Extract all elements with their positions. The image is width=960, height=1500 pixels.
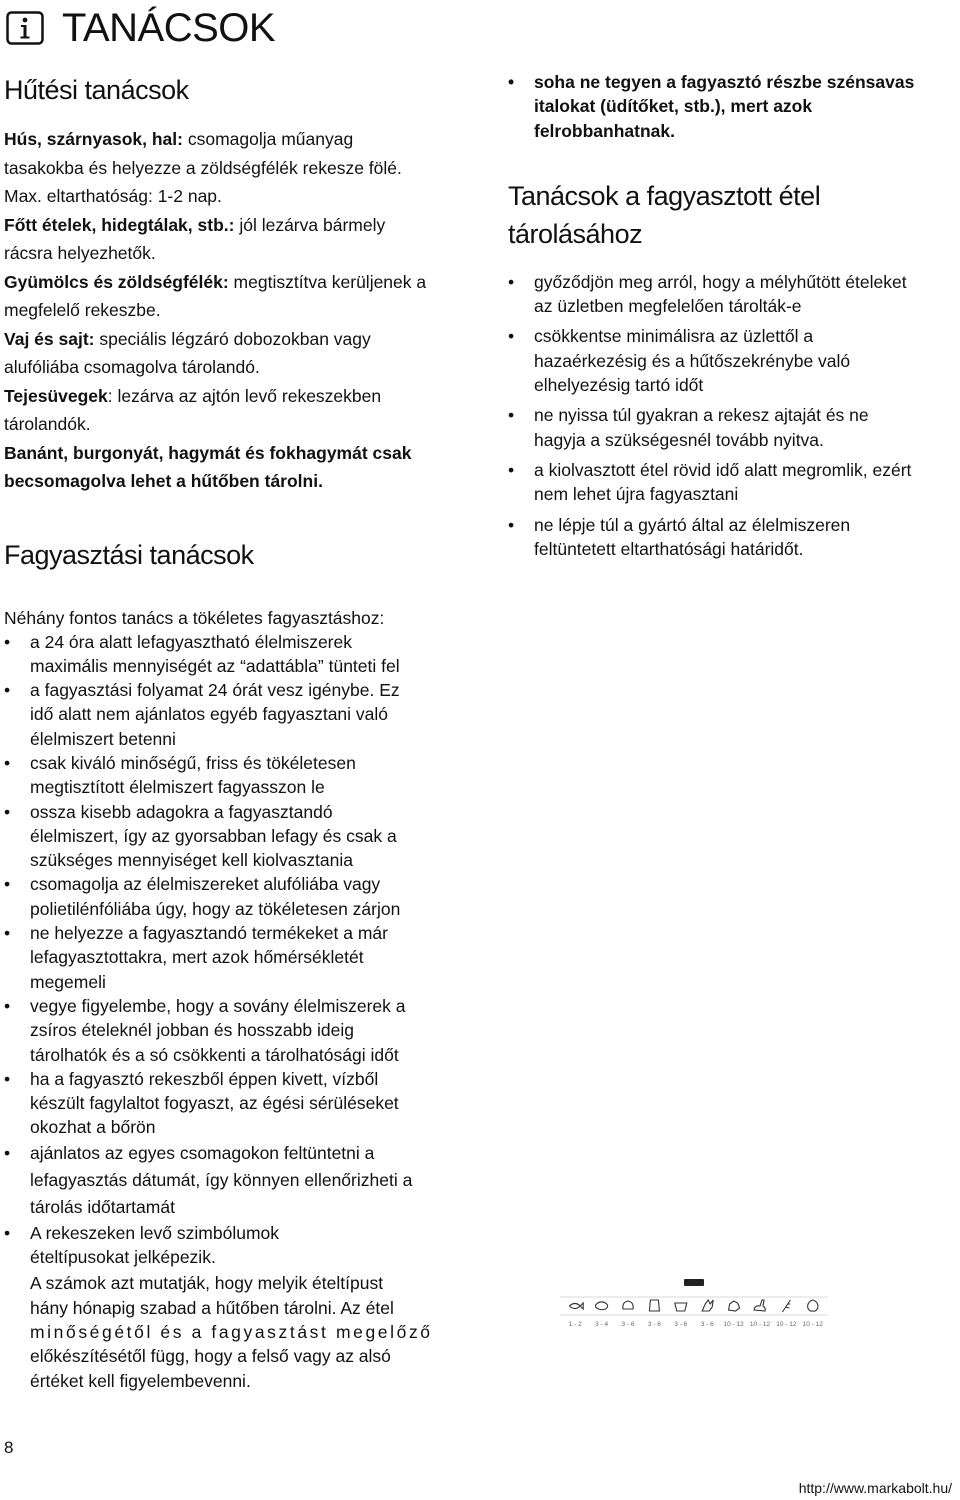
list-item bbox=[508, 324, 948, 397]
paragraph-fruit-veg bbox=[4, 268, 456, 325]
text-line: megtisztított élelmiszert fagyasszon le bbox=[30, 777, 325, 798]
text-line: megfelelő rekeszbe. bbox=[4, 300, 161, 320]
text-line: becsomagolva lehet a hűtőben tárolni. bbox=[4, 471, 323, 491]
bullet-icon: • bbox=[4, 752, 11, 773]
bullet-icon: • bbox=[508, 514, 515, 535]
text-line: lefagyasztottakra, mert azok hőmérsékletét bbox=[30, 947, 364, 968]
text-line: a 24 óra alatt lefagyasztható élelmiszerek bbox=[30, 631, 352, 652]
text-line: italokat (üdítőket, stb.), mert azok bbox=[534, 96, 813, 117]
text-line: tárolandók. bbox=[4, 414, 91, 434]
text-line: polietilénfóliába úgy, hogy az tökéletesen zárjon bbox=[30, 898, 401, 919]
page-header bbox=[6, 4, 275, 52]
text-line: soha ne tegyen a fagyasztó részbe szénsavas bbox=[534, 72, 915, 92]
storage-months-label: 3 - 6 bbox=[700, 1321, 714, 1328]
text-line: megtisztítva kerüljenek a bbox=[228, 271, 427, 292]
cooked-food-label: Főtt ételek, hidegtálak, stb.: bbox=[4, 214, 235, 235]
paragraph-milk-bottles bbox=[4, 382, 456, 439]
text-line: elhelyezésig tartó időt bbox=[534, 375, 704, 396]
info-icon bbox=[6, 11, 44, 45]
list-item bbox=[4, 630, 456, 679]
freezing-heading: Fagyasztási tanácsok bbox=[4, 539, 254, 570]
freezing-list bbox=[4, 630, 456, 1270]
storage-months-label: 10 - 12 bbox=[723, 1321, 744, 1328]
cooling-heading: Hűtési tanácsok bbox=[4, 75, 189, 105]
heading-line: tárolásához bbox=[508, 218, 643, 249]
text-line: élelmiszert betenni bbox=[30, 728, 176, 749]
text-line: lefagyasztás dátumát, így könnyen ellenőrizheti a bbox=[30, 1169, 413, 1190]
text-line: megemeli bbox=[30, 971, 106, 992]
list-item bbox=[508, 513, 948, 562]
carbonated-warning bbox=[508, 70, 948, 143]
text-line: csomagolja műanyag bbox=[182, 129, 354, 149]
text-line: ne lépje túl a gyártó által az élelmiszeren bbox=[534, 514, 851, 535]
heading-line: Tanácsok a fagyasztott étel bbox=[508, 180, 821, 211]
list-item bbox=[4, 994, 456, 1067]
list-item bbox=[4, 751, 456, 800]
text-line: zsíros ételeknél jobban és hosszabb ideig bbox=[30, 1020, 354, 1041]
text-line: idő alatt nem ajánlatos egyéb fagyasztani való bbox=[30, 704, 389, 725]
text-line: ha a fagyasztó rekeszből éppen kivett, vízből bbox=[30, 1068, 379, 1089]
text-line: vegye figyelembe, hogy a sovány élelmiszerek a bbox=[30, 995, 406, 1016]
text-line: A rekeszeken levő szimbólumok bbox=[30, 1222, 279, 1243]
bullet-icon: • bbox=[4, 1068, 11, 1089]
text-line: csomagolja az élelmiszereket alufóliába vagy bbox=[30, 874, 381, 895]
text-line: felrobbanhatnak. bbox=[534, 120, 675, 141]
storage-months-label: 10 - 12 bbox=[749, 1321, 771, 1328]
text-line: speciális légzáró dobozokban vagy bbox=[94, 328, 371, 349]
text-line: feltüntetett eltarthatósági határidőt. bbox=[534, 538, 804, 559]
bullet-icon: • bbox=[508, 72, 515, 92]
symbols-explanation bbox=[4, 1271, 456, 1392]
cooling-section bbox=[4, 125, 456, 496]
list-item bbox=[508, 403, 948, 452]
text-line: az üzletben megfelelően tárolták-e bbox=[534, 296, 802, 317]
bullet-icon: • bbox=[4, 801, 11, 822]
fruit-veg-label: Gyümölcs és zöldségfélék: bbox=[4, 271, 229, 292]
storage-months-label: 10 - 12 bbox=[776, 1321, 797, 1328]
text-line: értéket kell figyelembevenni. bbox=[30, 1370, 251, 1391]
bullet-icon: • bbox=[4, 995, 11, 1016]
storage-months-label: 3 - 4 bbox=[595, 1321, 609, 1328]
bullet-icon: • bbox=[508, 271, 515, 292]
text-line: A számok azt mutatják, hogy melyik ételtípust bbox=[30, 1273, 384, 1294]
bullet-icon: • bbox=[4, 680, 11, 701]
text-line: Banánt, burgonyát, hagymát és fokhagymát csak bbox=[4, 442, 412, 463]
right-column bbox=[508, 70, 948, 561]
text-line: tárolás időtartamát bbox=[30, 1196, 175, 1217]
text-line: ne helyezze a fagyasztandó termékeket a már bbox=[30, 923, 388, 944]
list-item bbox=[4, 678, 456, 751]
text-line: a kiolvasztott étel rövid idő alatt megromlik, ezért bbox=[534, 459, 912, 480]
list-item bbox=[4, 1067, 456, 1140]
list-item bbox=[4, 1221, 456, 1270]
text-line: tasakokba és helyezze a zöldségfélék rekesze fölé. bbox=[4, 157, 402, 178]
storage-list bbox=[508, 270, 948, 561]
text-line: ne nyissa túl gyakran a rekesz ajtaját és ne bbox=[534, 405, 869, 426]
bullet-icon: • bbox=[4, 1142, 11, 1163]
milk-bottles-label: Tejesüvegek bbox=[4, 385, 108, 406]
list-item bbox=[4, 1140, 456, 1221]
list-item bbox=[508, 270, 948, 319]
text-line: élelmiszert, így az gyorsabban lefagy és csak a bbox=[30, 825, 397, 846]
left-column bbox=[4, 72, 456, 1393]
bullet-icon: • bbox=[508, 326, 515, 347]
bold-note bbox=[4, 439, 456, 496]
text-line: csak kiváló minőségű, friss és tökéletesen bbox=[30, 752, 356, 773]
text-line: készült fagylaltot fogyaszt, az égési sérüléseket bbox=[30, 1093, 399, 1114]
text-line: alufóliába csomagolva tárolandó. bbox=[4, 357, 260, 377]
text-line: nem lehet újra fagyasztani bbox=[534, 484, 739, 505]
list-item bbox=[508, 458, 948, 507]
list-item bbox=[4, 872, 456, 921]
bullet-icon: • bbox=[508, 459, 515, 480]
page-number: 8 bbox=[4, 1438, 14, 1457]
storage-heading bbox=[508, 177, 948, 253]
text-line: : lezárva az ajtón levő rekeszekben bbox=[107, 385, 382, 406]
text-line: ajánlatos az egyes csomagokon feltüntetni a bbox=[30, 1142, 375, 1163]
list-item bbox=[508, 70, 948, 143]
text-line: minőségétől és a fagyasztást megelőző bbox=[30, 1321, 433, 1342]
meat-label: Hús, szárnyasok, hal: bbox=[4, 129, 183, 149]
freezing-intro: Néhány fontos tanács a tökéletes fagyasztáshoz: bbox=[4, 607, 385, 628]
bullet-icon: • bbox=[4, 1222, 11, 1243]
list-item bbox=[4, 800, 456, 873]
butter-cheese-label: Vaj és sajt: bbox=[4, 328, 95, 349]
text-line: ossza kisebb adagokra a fagyasztandó bbox=[30, 801, 333, 822]
storage-symbol-panel bbox=[556, 1276, 832, 1330]
paragraph-butter-cheese bbox=[4, 325, 456, 382]
text-line: hazaérkezésig és a hűtőszekrénybe való bbox=[534, 350, 851, 371]
paragraph-cooked-food bbox=[4, 211, 456, 268]
storage-months-label: 10 - 12 bbox=[802, 1321, 823, 1328]
text-line: ételtípusokat jelképezik. bbox=[30, 1247, 216, 1268]
text-line: csökkentse minimálisra az üzlettől a bbox=[534, 326, 814, 347]
text-line: hagyja a szükségesnél tovább nyitva. bbox=[534, 429, 824, 450]
text-line: tárolhatók és a só csökkenti a tárolhatósági időt bbox=[30, 1044, 399, 1065]
text-line: jól lezárva bármely bbox=[234, 214, 386, 235]
bullet-icon: • bbox=[4, 631, 11, 652]
text-line: maximális mennyiségét az “adattábla” tünteti fel bbox=[30, 655, 400, 676]
list-item bbox=[4, 921, 456, 994]
text-line: rácsra helyezhetők. bbox=[4, 243, 156, 263]
bullet-icon: • bbox=[4, 874, 11, 895]
storage-months-label: 3 - 6 bbox=[621, 1321, 635, 1328]
footer-url[interactable]: http://www.markabolt.hu/ bbox=[798, 1480, 952, 1496]
text-line: okozhat a bőrön bbox=[30, 1117, 156, 1138]
text-line: előkészítésétől függ, hogy a felső vagy az alsó bbox=[30, 1346, 391, 1367]
text-line: győződjön meg arról, hogy a mélyhűtött ételeket bbox=[534, 271, 907, 292]
page-title: TANÁCSOK bbox=[62, 5, 276, 50]
text-line: hány hónapig szabad a hűtőben tárolni. Az étel bbox=[30, 1297, 394, 1318]
paragraph-meat bbox=[4, 125, 456, 211]
text-line: Max. eltarthatóság: 1-2 nap. bbox=[4, 186, 222, 206]
storage-months-label: 1 - 2 bbox=[568, 1321, 582, 1328]
text-line: a fagyasztási folyamat 24 órát vesz igénybe. Ez bbox=[30, 680, 400, 701]
text-line: szükséges mennyiséget kell kiolvasztania bbox=[30, 850, 353, 871]
panel-indicator bbox=[684, 1279, 704, 1286]
bullet-icon: • bbox=[508, 405, 515, 426]
bullet-icon: • bbox=[4, 923, 11, 944]
storage-months-label: 3 - 6 bbox=[674, 1321, 688, 1328]
storage-months-label: 3 - 6 bbox=[647, 1321, 661, 1328]
